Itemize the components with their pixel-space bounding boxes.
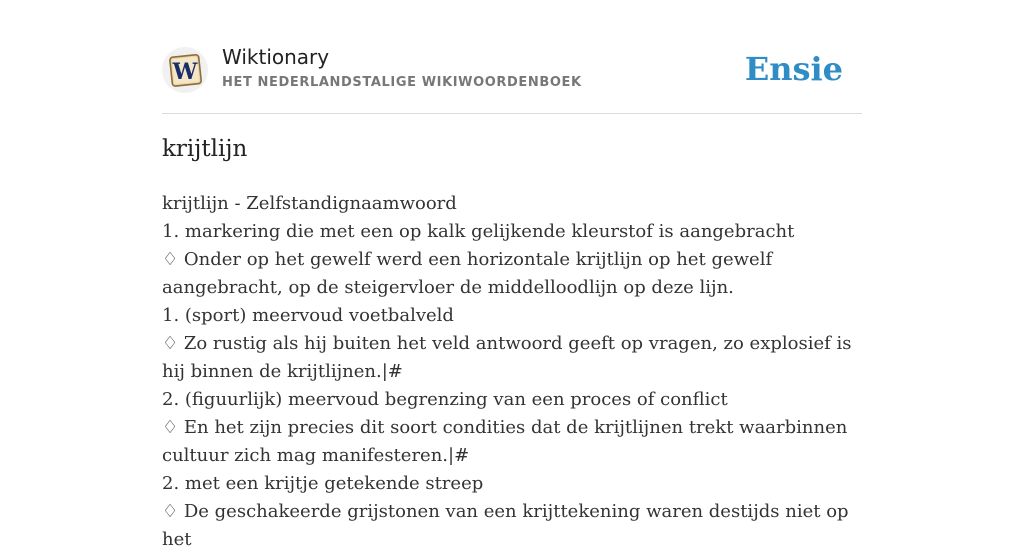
entry-heading: krijtlijn - Zelfstandignaamwoord [162, 193, 457, 214]
definition-line: 1. (sport) meervoud voetbalveld [162, 305, 454, 326]
example-line: ♢ En het zijn precies dit soort condities dat de krijtlijnen trekt waarbinnen cultuur zich mag manifesteren.|# [162, 417, 848, 466]
example-line: ♢ De geschakeerde grijstonen van een krijttekening waren destijds niet op het [162, 501, 849, 550]
wiktionary-logo-icon[interactable] [162, 47, 208, 93]
ensie-brand-link[interactable]: Ensie [744, 50, 843, 88]
header-divider [162, 113, 862, 114]
definition-body [162, 190, 862, 554]
logo-letter: W [172, 59, 198, 85]
definition-line: 2. (figuurlijk) meervoud begrenzing van een proces of conflict [162, 389, 728, 410]
definition-line: 1. markering die met een op kalk gelijkende kleurstof is aangebracht [162, 221, 795, 242]
site-header [162, 44, 862, 114]
page-title: krijtlijn [162, 136, 248, 162]
definition-line: 2. met een krijtje getekende streep [162, 473, 484, 494]
example-line: ♢ Onder op het gewelf werd een horizontale krijtlijn op het gewelf aangebracht, op de steigervloer de middelloodlijn op deze lijn. [162, 249, 773, 298]
example-line: ♢ Zo rustig als hij buiten het veld antwoord geeft op vragen, zo explosief is hij binnen de krijtlijnen.|# [162, 333, 852, 382]
site-title[interactable]: Wiktionary [222, 45, 330, 69]
site-subtitle: HET NEDERLANDSTALIGE WIKIWOORDENBOEK [222, 75, 582, 90]
